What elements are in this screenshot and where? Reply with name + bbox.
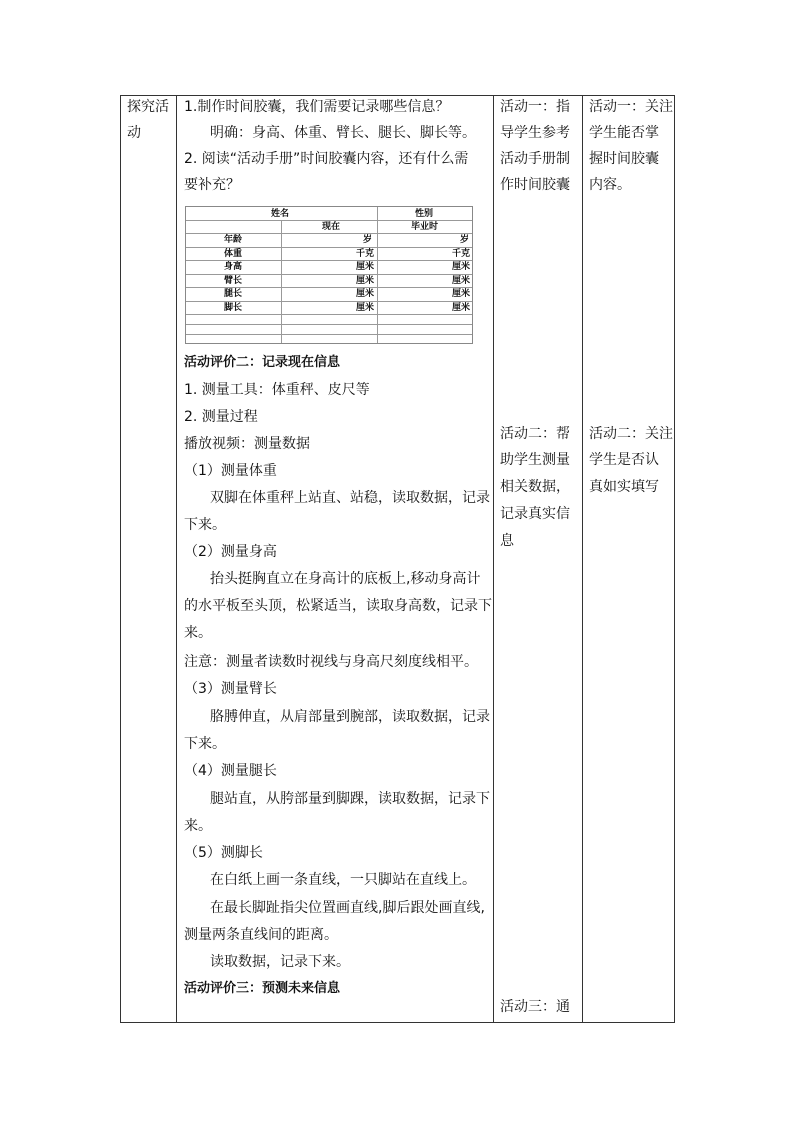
- column-divider: [493, 96, 494, 1022]
- teacher-activity-line: 活动手册制: [500, 151, 570, 167]
- evaluation-line: 内容。: [589, 177, 631, 193]
- mini-row-now: 厘米: [356, 262, 375, 272]
- text-line: 注意：测量者读数时视线与身高尺刻度线相平。: [184, 654, 478, 670]
- mini-row-now: 厘米: [356, 276, 375, 286]
- text-line: 来。: [184, 625, 212, 641]
- text-line: 1. 测量工具：体重秤、皮尺等: [184, 382, 370, 398]
- mini-header-now: 现在: [322, 222, 341, 232]
- text-line: （3）测量臂长: [184, 681, 277, 697]
- mini-row-grad: 千克: [452, 249, 471, 259]
- mini-row-now: 千克: [356, 249, 375, 259]
- mini-row-label: 年龄: [224, 235, 243, 245]
- text-line: 下来。: [184, 517, 226, 533]
- mini-row-now: 厘米: [356, 303, 375, 313]
- text-line: 抬头挺胸直立在身高计的底板上,移动身高计: [210, 571, 481, 587]
- text-line: 腿站直，从胯部量到脚踝，读取数据，记录下: [210, 791, 490, 807]
- text-line: 2. 阅读“活动手册”时间胶囊内容，还有什么需: [184, 151, 469, 167]
- text-line: 胳膊伸直，从肩部量到腕部，读取数据，记录: [210, 709, 490, 725]
- evaluation-line: 握时间胶囊: [589, 151, 659, 167]
- text-line: （2）测量身高: [184, 544, 277, 560]
- evaluation-line: 学生是否认: [589, 452, 659, 468]
- text-line: 下来。: [184, 736, 226, 752]
- mini-row-grad: 厘米: [452, 289, 471, 299]
- mini-row-label: 脚长: [224, 303, 243, 313]
- text-line: 播放视频：测量数据: [184, 436, 310, 452]
- text-line: 测量两条直线间的距离。: [184, 927, 338, 943]
- mini-header-gender: 性别: [415, 209, 434, 219]
- text-line: 要补充？: [184, 177, 240, 193]
- mini-row-grad: 厘米: [452, 276, 471, 286]
- teacher-activity-line: 导学生参考: [500, 125, 570, 141]
- mini-row-grad: 厘米: [452, 262, 471, 272]
- mini-row-now: 岁: [363, 235, 373, 245]
- text-line: 的水平板至头顶，松紧适当，读取身高数，记录下: [184, 598, 492, 614]
- text-line: （5）测脚长: [184, 845, 263, 861]
- mini-header-name: 姓名: [271, 209, 290, 219]
- mini-row-label: 臂长: [224, 276, 243, 286]
- text-line: 在白纸上画一条直线，一只脚站在直线上。: [210, 872, 476, 888]
- text-line: （4）测量腿长: [184, 763, 277, 779]
- time-capsule-table: [185, 206, 473, 344]
- text-line: 1.制作时间胶囊，我们需要记录哪些信息？: [184, 99, 450, 115]
- evaluation-line: 活动一：关注: [589, 99, 673, 115]
- evaluation-line: 真如实填写: [589, 479, 659, 495]
- activity-eval-heading: 活动评价二：记录现在信息: [184, 355, 341, 370]
- text-line: （1）测量体重: [184, 463, 277, 479]
- mini-header-grad: 毕业时: [411, 222, 439, 232]
- text-line: 来。: [184, 818, 212, 834]
- teacher-activity-line: 息: [500, 533, 514, 549]
- teacher-activity-line: 助学生测量: [500, 452, 570, 468]
- text-line: 明确：身高、体重、臂长、腿长、脚长等。: [210, 125, 476, 141]
- text-line: 在最长脚趾指尖位置画直线,脚后跟处画直线,: [210, 900, 485, 916]
- teacher-activity-line: 活动二：帮: [500, 426, 570, 442]
- mini-row-now: 厘米: [356, 289, 375, 299]
- column-divider: [582, 96, 583, 1022]
- teacher-activity-line: 记录真实信: [500, 506, 570, 522]
- evaluation-line: 学生能否掌: [589, 125, 659, 141]
- text-line: 双脚在体重秤上站直、站稳，读取数据，记录: [210, 490, 490, 506]
- mini-row-grad: 厘米: [452, 303, 471, 313]
- mini-row-grad: 岁: [460, 235, 470, 245]
- teacher-activity-line: 相关数据，: [500, 479, 570, 495]
- section-label: 动: [127, 125, 141, 141]
- section-label: 探究活: [127, 99, 169, 115]
- mini-row-label: 腿长: [224, 289, 243, 299]
- evaluation-line: 活动二：关注: [589, 426, 673, 442]
- column-divider: [176, 96, 177, 1022]
- text-line: 2. 测量过程: [184, 409, 258, 425]
- text-line: 读取数据，记录下来。: [210, 954, 350, 970]
- mini-row-label: 身高: [224, 262, 243, 272]
- activity-eval-heading: 活动评价三：预测未来信息: [184, 981, 341, 996]
- teacher-activity-line: 作时间胶囊: [500, 177, 570, 193]
- teacher-activity-line: 活动一：指: [500, 99, 570, 115]
- mini-row-label: 体重: [224, 249, 243, 259]
- teacher-activity-line: 活动三：通: [500, 999, 570, 1015]
